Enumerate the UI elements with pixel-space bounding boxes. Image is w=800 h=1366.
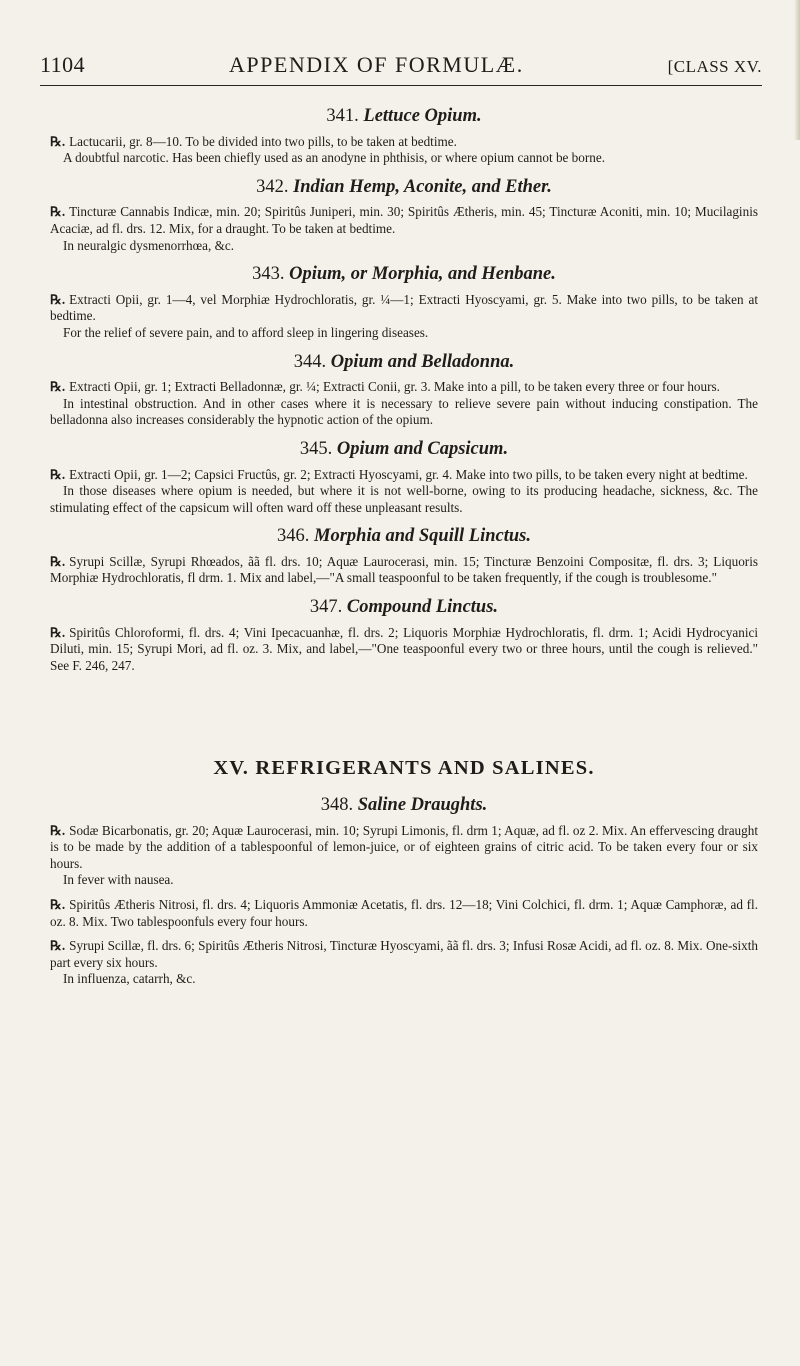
formula-note: In fever with nausea. — [63, 872, 174, 888]
formula-name: Morphia and Squill Linctus. — [314, 526, 531, 547]
rx-symbol: ℞. — [50, 624, 66, 640]
recipe-text: Tincturæ Cannabis Indicæ, min. 20; Spiritûs Juniperi, min. 30; Spiritûs Ætheris, min. 45; Tincturæ Aconiti, min. 10; Mucilaginis Acaciæ, ad fl. drs. 12. Mix, for a draught. To be taken at bedtime. — [50, 204, 758, 236]
formula-entry — [50, 438, 758, 516]
formula-entry — [50, 108, 758, 167]
running-head — [40, 52, 762, 78]
formula-number: 344. — [293, 351, 327, 372]
formula-name: Compound Linctus. — [346, 597, 499, 618]
formula-number: 341. — [326, 106, 359, 126]
formula-recipe — [50, 467, 758, 484]
formula-heading — [50, 351, 758, 372]
formula-entry — [50, 599, 758, 674]
formula-name: Opium and Capsicum. — [336, 438, 509, 459]
formula-note: In those diseases where opium is needed, but where it is not well-borne, owing to its producing headache, sickness, &c. The stimulating effect of the capsicum will often ward off these unpleasant results. — [50, 483, 758, 515]
header-rule — [40, 85, 762, 86]
formula-number: 347. — [309, 597, 343, 618]
rx-symbol: ℞. — [50, 553, 66, 569]
formula-note: A doubtful narcotic. Has been chiefly used as an anodyne in phthisis, or where opium cannot be borne. — [63, 150, 606, 166]
recipe-text: Syrupi Scillæ, fl. drs. 6; Spiritûs Ætheris Nitrosi, Tincturæ Hyoscyami, ãã fl. drs. 3; Infusi Rosæ Acidi, ad fl. oz. 8. Mix. One-sixth part every six hours. — [50, 938, 758, 970]
formula-name: Saline Draughts. — [357, 795, 488, 816]
formula-note: In neuralgic dysmenorrhœa, &c. — [63, 237, 235, 253]
formula-number: 342. — [256, 176, 289, 197]
section-title: XV. REFRIGERANTS AND SALINES. — [213, 757, 595, 780]
formula-number: 345. — [299, 438, 333, 459]
page-body — [50, 96, 758, 1000]
formula-recipe — [50, 204, 758, 237]
recipe-text: Spiritûs Chloroformi, fl. drs. 4; Vini Ipecacuanhæ, fl. drs. 2; Liquoris Morphiæ Hydrochloratis, fl. drm. 1; Acidi Hydrocyanici Diluti, min. 15; Syrupi Mori, ad fl. oz. 3. Mix, and label,—"One teaspoonful every two or three hours, until the cough is relieved." See F. 246, 247. — [50, 624, 758, 673]
formula-number: 346. — [277, 526, 310, 547]
formula-348 — [50, 797, 758, 988]
formula-recipe — [50, 292, 758, 325]
formula-heading — [50, 176, 758, 197]
formula-heading — [50, 528, 758, 545]
rx-symbol: ℞. — [50, 204, 66, 220]
rx-symbol: ℞. — [50, 379, 66, 395]
formula-note: For the relief of severe pain, and to afford sleep in lingering diseases. — [63, 324, 429, 340]
formula-name: Indian Hemp, Aconite, and Ether. — [293, 176, 552, 197]
rx-symbol: ℞. — [50, 822, 66, 838]
class-label: [CLASS XV. — [667, 57, 762, 76]
page-number: 1104 — [40, 52, 86, 77]
page-edge-shadow — [794, 0, 800, 140]
rx-symbol: ℞. — [50, 897, 66, 912]
formula-recipe — [50, 379, 758, 396]
formula-list — [50, 108, 758, 674]
formula-recipe — [50, 938, 758, 971]
formula-heading — [50, 599, 758, 616]
recipe-text: Spiritûs Ætheris Nitrosi, fl. drs. 4; Liquoris Ammoniæ Acetatis, fl. drs. 12—18; Vini Colchici, fl. drm. 1; Aquæ Camphoræ, ad fl. oz. 8. Mix. Two tablespoonfuls every four hours. — [50, 897, 758, 929]
formula-note: In influenza, catarrh, &c. — [63, 971, 196, 987]
formula-name: Opium and Belladonna. — [330, 351, 515, 372]
formula-entry — [50, 176, 758, 254]
formula-recipe — [50, 625, 758, 675]
formula-heading — [50, 108, 758, 125]
recipe-text: Extracti Opii, gr. 1; Extracti Belladonnæ, gr. ¼; Extracti Conii, gr. 3. Make into a pill, to be taken every three or four hours. — [69, 379, 720, 395]
formula-heading — [50, 797, 758, 814]
formula-recipe — [50, 554, 758, 587]
section-spacer — [50, 686, 758, 760]
formula-entry — [50, 351, 758, 429]
recipe-text: Sodæ Bicarbonatis, gr. 20; Aquæ Laurocerasi, min. 10; Syrupi Limonis, fl. drm 1; Aquæ, ad fl. oz 2. Mix. An effervescing draught is to be made by the addition of a tablespoonful of lemon-juice, or of eighteen grains of citric acid. To be taken every four or six hours. — [50, 822, 758, 871]
formula-heading — [50, 438, 758, 459]
rx-symbol: ℞. — [50, 938, 66, 954]
formula-entry — [50, 266, 758, 341]
formula-name: Lettuce Opium. — [363, 106, 482, 126]
formula-number: 348. — [320, 795, 354, 816]
recipe-text: Extracti Opii, gr. 1—2; Capsici Fructûs, gr. 2; Extracti Hyoscyami, gr. 4. Make into two pills, to be taken every night at bedtime. — [69, 466, 748, 482]
formula-number: 343. — [252, 264, 285, 285]
rx-symbol: ℞. — [50, 466, 66, 482]
recipe-text: Lactucarii, gr. 8—10. To be divided into two pills, to be taken at bedtime. — [69, 133, 457, 149]
recipe-text: Syrupi Scillæ, Syrupi Rhœados, ãã fl. drs. 10; Aquæ Laurocerasi, min. 15; Tincturæ Benzoini Compositæ, fl. drs. 3; Liquoris Morphiæ Hydrochloratis, fl drm. 1. Mix and label,—"A small teaspoonful to be taken frequently, if the cough is troublesome." — [50, 553, 758, 586]
formula-entry — [50, 528, 758, 587]
rx-symbol: ℞. — [50, 291, 66, 307]
formula-recipe — [50, 134, 758, 151]
formula-heading — [50, 266, 758, 283]
rx-symbol: ℞. — [50, 133, 66, 149]
formula-recipe — [50, 823, 758, 873]
formula-note: In intestinal obstruction. And in other cases where it is necessary to relieve severe pain without inducing constipation. The belladonna also increases considerably the hypnotic action of the opium. — [50, 395, 758, 428]
formula-name: Opium, or Morphia, and Henbane. — [289, 264, 556, 285]
running-title: APPENDIX OF FORMULÆ. — [229, 52, 524, 77]
formula-recipe — [50, 897, 758, 930]
recipe-text: Extracti Opii, gr. 1—4, vel Morphiæ Hydrochloratis, gr. ¼—1; Extracti Hyoscyami, gr. 5. Make into two pills, to be taken at bedtime. — [50, 291, 758, 324]
